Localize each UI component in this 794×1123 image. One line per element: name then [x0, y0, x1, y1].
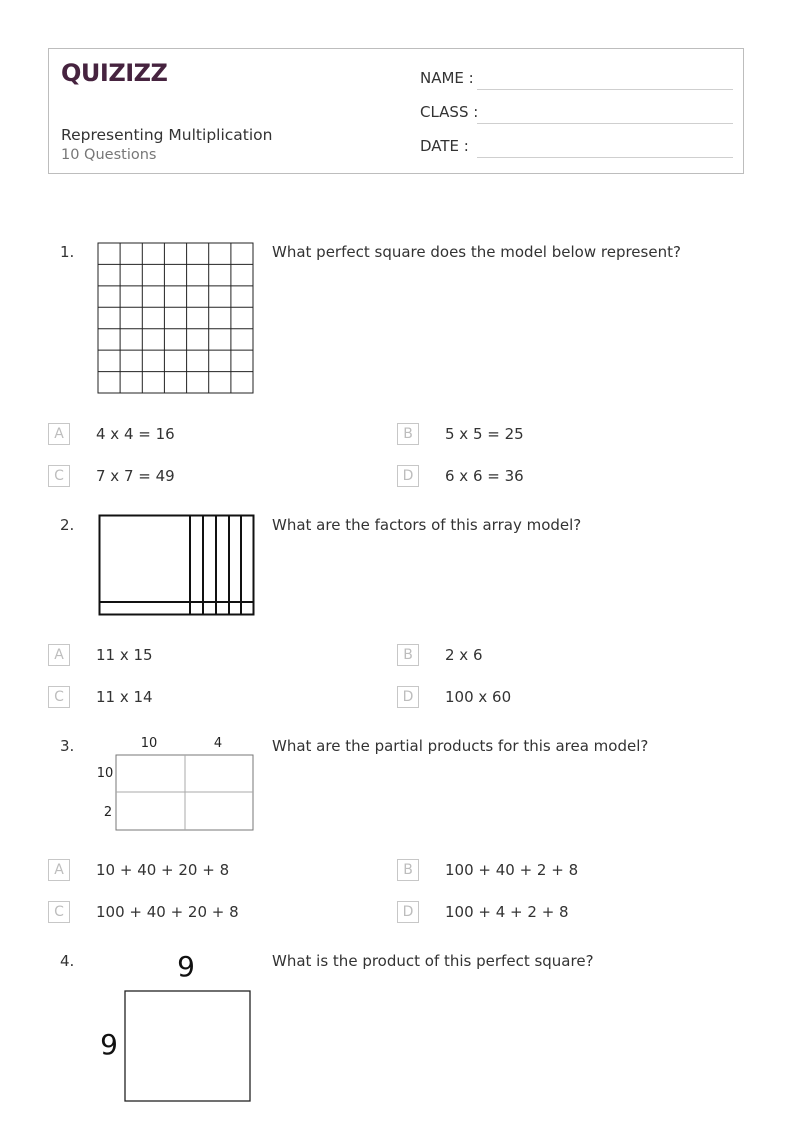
question-text: What perfect square does the model below represent?	[272, 243, 681, 261]
option-b-text: 2 x 6	[445, 646, 483, 664]
question-count: 10 Questions	[61, 147, 157, 163]
area-label-top-right: 4	[213, 736, 223, 751]
option-d-text: 6 x 6 = 36	[445, 467, 524, 485]
quizizz-logo: QUIZIZZ	[61, 59, 168, 87]
option-c-box[interactable]: C	[48, 901, 70, 923]
option-d-box[interactable]: D	[397, 465, 419, 487]
date-field[interactable]	[477, 157, 733, 158]
option-b-box[interactable]: B	[397, 423, 419, 445]
option-c-box[interactable]: C	[48, 465, 70, 487]
name-field[interactable]	[477, 89, 733, 90]
square-model-figure	[96, 948, 256, 1106]
class-field[interactable]	[477, 123, 733, 124]
option-a-text: 11 x 15	[96, 646, 153, 664]
option-a-box[interactable]: A	[48, 644, 70, 666]
option-d-box[interactable]: D	[397, 686, 419, 708]
area-label-side-top: 10	[96, 766, 114, 781]
area-model-figure	[94, 732, 258, 834]
question-number: 3.	[60, 737, 75, 755]
worksheet-title: Representing Multiplication	[61, 126, 273, 144]
area-label-side-bottom: 2	[103, 805, 113, 820]
question-text: What is the product of this perfect square?	[272, 952, 594, 970]
question-number: 4.	[60, 952, 75, 970]
date-label: DATE :	[420, 137, 469, 155]
option-c-text: 7 x 7 = 49	[96, 467, 175, 485]
option-b-text: 5 x 5 = 25	[445, 425, 524, 443]
class-label: CLASS :	[420, 103, 479, 121]
question-text: What are the factors of this array model?	[272, 516, 582, 534]
array-model-figure	[98, 514, 256, 617]
question-text: What are the partial products for this area model?	[272, 737, 649, 755]
option-d-box[interactable]: D	[397, 901, 419, 923]
question-number: 1.	[60, 243, 75, 261]
option-a-box[interactable]: A	[48, 859, 70, 881]
question-number: 2.	[60, 516, 75, 534]
option-a-text: 10 + 40 + 20 + 8	[96, 861, 230, 879]
area-label-top-left: 10	[140, 736, 158, 751]
option-a-text: 4 x 4 = 16	[96, 425, 175, 443]
option-b-box[interactable]: B	[397, 644, 419, 666]
grid-model-figure	[97, 242, 255, 395]
square-label-side: 9	[100, 1028, 118, 1061]
option-a-box[interactable]: A	[48, 423, 70, 445]
name-label: NAME :	[420, 69, 474, 87]
option-d-text: 100 x 60	[445, 688, 512, 706]
option-d-text: 100 + 4 + 2 + 8	[445, 903, 569, 921]
option-c-text: 11 x 14	[96, 688, 153, 706]
worksheet-header	[48, 48, 744, 174]
option-b-text: 100 + 40 + 2 + 8	[445, 861, 579, 879]
option-c-box[interactable]: C	[48, 686, 70, 708]
option-c-text: 100 + 40 + 20 + 8	[96, 903, 239, 921]
square-label-top: 9	[177, 950, 195, 983]
option-b-box[interactable]: B	[397, 859, 419, 881]
